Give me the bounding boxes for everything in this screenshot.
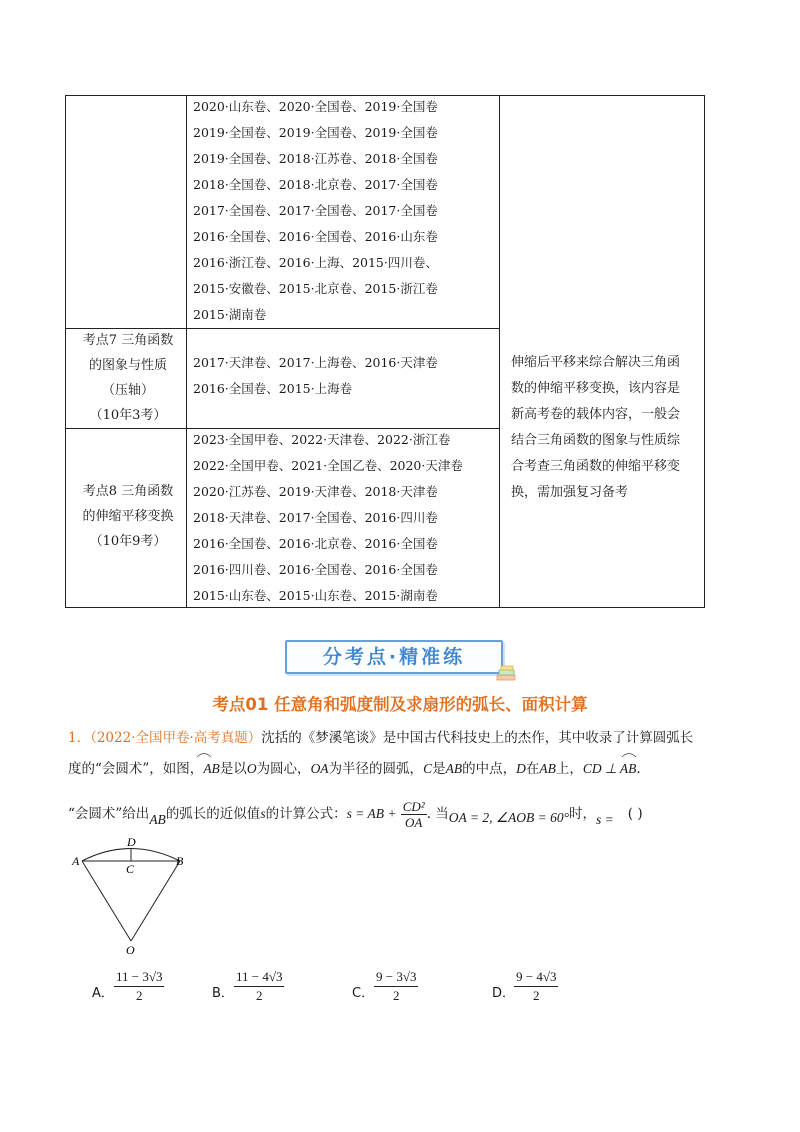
table-analysis-text [511, 350, 701, 506]
topic-line: （10年9考） [89, 534, 167, 549]
text-run: 为半径的圆弧， [328, 761, 424, 777]
point-D-label: D [127, 835, 136, 849]
formula-fraction [401, 799, 427, 830]
year-line: 2017·全国卷、2017·全国卷、2017·全国卷 [193, 203, 438, 218]
exam-topic-table [65, 95, 705, 608]
option-fraction [514, 968, 558, 1005]
question-line-2 [68, 757, 641, 777]
option-label: B． [212, 986, 234, 1001]
topic-line: （10年3考） [89, 408, 167, 423]
formula-left: s = AB + [346, 806, 397, 821]
option-fraction [374, 968, 418, 1005]
point-B-label: B [176, 854, 184, 868]
year-line: 2015·安徽卷、2015·北京卷、2015·浙江卷 [193, 281, 438, 296]
var-O: O [246, 761, 257, 776]
arc-mark-icon [621, 750, 637, 758]
option-denominator: 2 [255, 988, 263, 1003]
arc-AB-2: AB [539, 761, 556, 776]
year-line: 2018·全国卷、2018·北京卷、2017·全国卷 [193, 177, 438, 192]
point-C-label: C [126, 862, 135, 876]
year-line: 2015·湖南卷 [193, 307, 267, 322]
year-line: 2019·全国卷、2019·全国卷、2019·全国卷 [193, 125, 438, 140]
text-run: 度的“会圆术”，如图， [68, 761, 204, 777]
segment-OB [131, 861, 180, 941]
analysis-line: 合考查三角函数的伸缩平移变 [511, 459, 681, 474]
text-run: 的计算公式： [265, 806, 347, 822]
year-line: 2019·全国卷、2018·江苏卷、2018·全国卷 [193, 151, 438, 166]
text-run: “会圆术”给出 [68, 806, 150, 822]
var-OA: OA [310, 761, 329, 776]
question-line-1 [68, 726, 693, 746]
arc-AB-3: AB [149, 812, 166, 827]
var-D: D [516, 761, 526, 776]
year-line: 2022·全国甲卷、2021·全国乙卷、2020·天津卷 [193, 458, 463, 473]
year-line: 2016·浙江卷、2016·上海、2015·四川卷、 [193, 255, 438, 270]
point-O-label: O [126, 943, 135, 956]
banner-title: 分考点·精准练 [322, 646, 466, 668]
text-run: 是 [432, 761, 446, 777]
var-C: C [423, 761, 433, 776]
year-line: 2018·天津卷、2017·全国卷、2016·四川卷 [193, 510, 438, 525]
books-icon [495, 664, 517, 682]
var-s: s [260, 806, 266, 821]
text-run: 是以 [219, 761, 247, 777]
year-line: 2023·全国甲卷、2022·天津卷、2022·浙江卷 [193, 432, 451, 447]
option-label: D． [492, 986, 516, 1001]
year-line: 2020·江苏卷、2019·天津卷、2018·天津卷 [193, 484, 438, 499]
year-line: 2016·全国卷、2016·北京卷、2016·全国卷 [193, 536, 438, 551]
perp-condition: CD ⊥ AB [582, 761, 637, 776]
s-equals: s = [596, 812, 614, 827]
question-number: 1． [68, 730, 91, 746]
question-source: （2022·全国甲卷·高考真题） [90, 730, 262, 746]
topic-line: （压轴） [101, 383, 154, 398]
fraction-numerator: CD² [402, 799, 425, 814]
topic-7-label [66, 328, 190, 428]
option-denominator: 2 [392, 988, 400, 1003]
topic-line: 考点7 三角函数 [82, 333, 174, 348]
option-numerator: 9 − 4√3 [514, 968, 558, 987]
var-AB: AB [445, 761, 463, 776]
question-line-3 [68, 794, 643, 834]
analysis-line: 数的伸缩平移变换，该内容是 [511, 381, 681, 396]
analysis-line: 换，需加强复习备考 [511, 485, 629, 500]
section-title: 考点01 任意角和弧度制及求扇形的弧长、面积计算 [212, 695, 588, 714]
year-line: 2016·全国卷、2015·上海卷 [193, 381, 353, 396]
analysis-line: 伸缩后平移来综合解决三角函 [511, 355, 681, 370]
table-row-divider-2 [66, 428, 500, 429]
text-run: . 当 [426, 806, 449, 822]
option-label: A． [92, 986, 114, 1001]
arc-label: AB [203, 761, 220, 776]
year-line: 2016·四川卷、2016·全国卷、2016·全国卷 [193, 562, 438, 577]
option-numerator: 9 − 3√3 [374, 968, 418, 987]
sector-figure [64, 832, 204, 956]
text-run: 的弧长的近似值 [165, 806, 261, 822]
option-label: C． [352, 986, 375, 1001]
condition: OA = 2, ∠AOB = 60° [448, 810, 570, 825]
option-fraction [234, 968, 284, 1005]
text-run: 为圆心， [256, 761, 311, 777]
text-run: 在 [525, 761, 540, 777]
text-run: 上， [555, 761, 583, 777]
analysis-line: 结合三角函数的图象与性质综 [511, 433, 681, 448]
arc-mark-icon [196, 750, 212, 758]
point-A-label: A [72, 854, 80, 868]
table-col-divider-2 [499, 96, 500, 607]
option-numerator: 11 − 3√3 [114, 968, 164, 987]
year-line: 2017·天津卷、2017·上海卷、2016·天津卷 [193, 355, 438, 370]
option-denominator: 2 [135, 988, 143, 1003]
section-banner [285, 640, 507, 676]
topic-8-label [66, 479, 190, 554]
text-run: 的中点， [462, 761, 517, 777]
option-denominator: 2 [532, 988, 540, 1003]
fraction-denominator: OA [405, 815, 423, 830]
answer-blank: ( ) [627, 806, 643, 822]
text-run: . [636, 761, 641, 777]
topic-line: 的图象与性质 [88, 358, 167, 373]
year-line: 2020·山东卷、2020·全国卷、2019·全国卷 [193, 99, 438, 114]
year-line: 2016·全国卷、2016·全国卷、2016·山东卷 [193, 229, 438, 244]
option-numerator: 11 − 4√3 [234, 968, 284, 987]
option-fraction [114, 968, 164, 1005]
text-run: 时， [569, 806, 597, 822]
question-text: 沈括的《梦溪笔谈》是中国古代科技史上的杰作，其中收录了计算圆弧长 [261, 730, 694, 746]
year-line: 2015·山东卷、2015·山东卷、2015·湖南卷 [193, 588, 438, 603]
topic-line: 的伸缩平移变换 [82, 509, 174, 524]
segment-OA [82, 861, 131, 941]
arc-AB [203, 760, 220, 776]
topic-line: 考点8 三角函数 [82, 484, 174, 499]
analysis-line: 新高考卷的载体内容，一般会 [511, 407, 681, 422]
